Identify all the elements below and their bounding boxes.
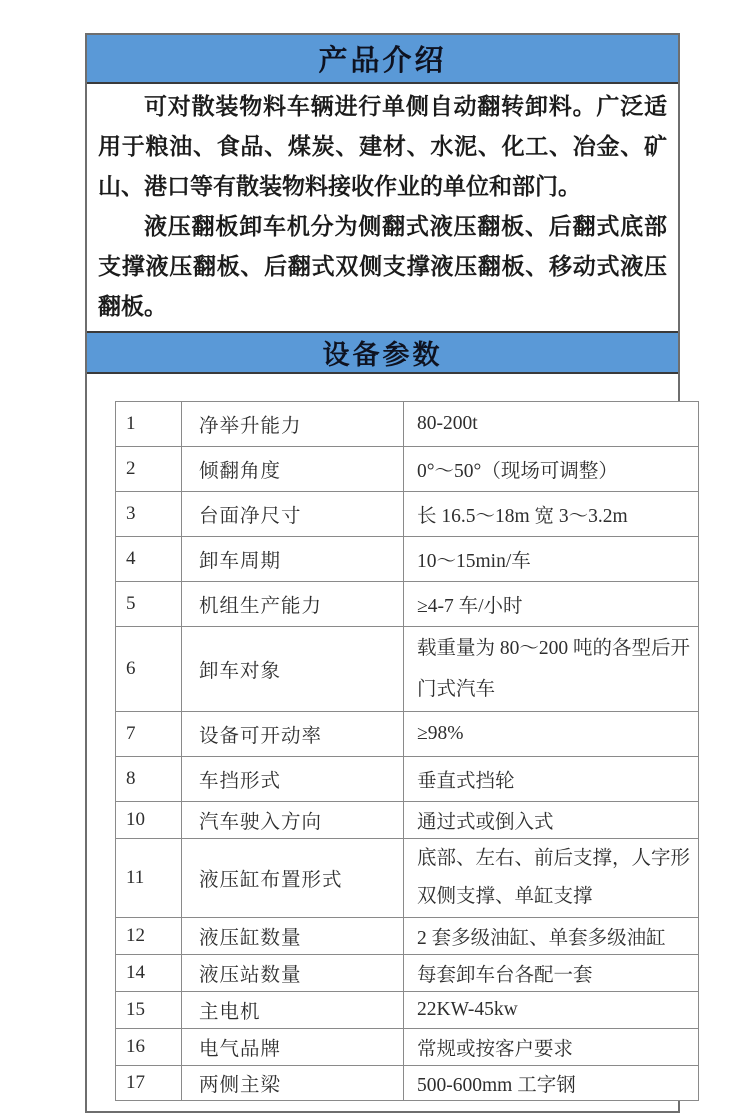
table-row: [116, 582, 699, 627]
table-row: [116, 1029, 699, 1066]
param-name-cell: 电气品牌: [182, 1029, 404, 1066]
param-name-cell: 液压站数量: [182, 955, 404, 992]
row-index-cell: 2: [116, 447, 182, 492]
param-value-cell: ≥4-7 车/小时: [404, 582, 699, 627]
param-value-cell: 底部、左右、前后支撑，人字形双侧支撑、单缸支撑: [404, 839, 699, 918]
param-name-cell: 液压缸布置形式: [182, 839, 404, 918]
table-row: [116, 1066, 699, 1101]
param-name-cell: 设备可开动率: [182, 712, 404, 757]
device-params-table: [115, 401, 699, 1101]
table-row: [116, 627, 699, 712]
table-row: [116, 918, 699, 955]
param-name-cell: 机组生产能力: [182, 582, 404, 627]
table-row: [116, 537, 699, 582]
table-row: [116, 402, 699, 447]
table-row: [116, 757, 699, 802]
param-name-cell: 车挡形式: [182, 757, 404, 802]
row-index-cell: 3: [116, 492, 182, 537]
param-value-cell: 80-200t: [404, 402, 699, 447]
section-header-product-intro: [87, 35, 678, 84]
param-value-cell: 0°～50°（现场可调整）: [404, 447, 699, 492]
param-value-cell: 22KW-45kw: [404, 992, 699, 1029]
intro-paragraph-1: 可对散装物料车辆进行单侧自动翻转卸料。广泛适用于粮油、食品、煤炭、建材、水泥、化工、冶金、矿山、港口等有散装物料接收作业的单位和部门。: [98, 94, 667, 199]
param-value-cell: 载重量为 80～200 吨的各型后开门式汽车: [404, 627, 699, 712]
param-value-cell: 2 套多级油缸、单套多级油缸: [404, 918, 699, 955]
row-index-cell: 11: [116, 839, 182, 918]
section-title-product-intro: 产品介绍: [318, 45, 447, 77]
row-index-cell: 6: [116, 627, 182, 712]
param-value-cell: 每套卸车台各配一套: [404, 955, 699, 992]
row-index-cell: 17: [116, 1066, 182, 1101]
intro-paragraph-2: 液压翻板卸车机分为侧翻式液压翻板、后翻式底部支撑液压翻板、后翻式双侧支撑液压翻板、移动式液压翻板。: [98, 214, 667, 319]
intro-section: [87, 84, 678, 331]
row-index-cell: 14: [116, 955, 182, 992]
row-index-cell: 5: [116, 582, 182, 627]
table-row: [116, 492, 699, 537]
row-index-cell: 1: [116, 402, 182, 447]
param-value-cell: 长 16.5～18m 宽 3～3.2m: [404, 492, 699, 537]
table-row: [116, 712, 699, 757]
param-name-cell: 倾翻角度: [182, 447, 404, 492]
param-value-cell: 常规或按客户要求: [404, 1029, 699, 1066]
param-name-cell: 净举升能力: [182, 402, 404, 447]
table-row: [116, 955, 699, 992]
param-value-cell: 通过式或倒入式: [404, 802, 699, 839]
param-name-cell: 液压缸数量: [182, 918, 404, 955]
row-index-cell: 10: [116, 802, 182, 839]
section-title-device-params: 设备参数: [322, 340, 443, 370]
section-header-device-params: [87, 331, 678, 374]
param-value-cell: ≥98%: [404, 712, 699, 757]
param-name-cell: 主电机: [182, 992, 404, 1029]
param-name-cell: 汽车驶入方向: [182, 802, 404, 839]
row-index-cell: 7: [116, 712, 182, 757]
table-row: [116, 992, 699, 1029]
param-value-cell: 10～15min/车: [404, 537, 699, 582]
table-row: [116, 447, 699, 492]
row-index-cell: 16: [116, 1029, 182, 1066]
table-row: [116, 839, 699, 918]
params-section: [87, 374, 691, 1111]
param-name-cell: 台面净尺寸: [182, 492, 404, 537]
product-spec-sheet: [85, 33, 691, 1113]
param-name-cell: 卸车周期: [182, 537, 404, 582]
param-name-cell: 两侧主梁: [182, 1066, 404, 1101]
row-index-cell: 12: [116, 918, 182, 955]
row-index-cell: 4: [116, 537, 182, 582]
param-name-cell: 卸车对象: [182, 627, 404, 712]
table-row: [116, 802, 699, 839]
row-index-cell: 8: [116, 757, 182, 802]
param-value-cell: 500-600mm 工字钢: [404, 1066, 699, 1101]
row-index-cell: 15: [116, 992, 182, 1029]
param-value-cell: 垂直式挡轮: [404, 757, 699, 802]
